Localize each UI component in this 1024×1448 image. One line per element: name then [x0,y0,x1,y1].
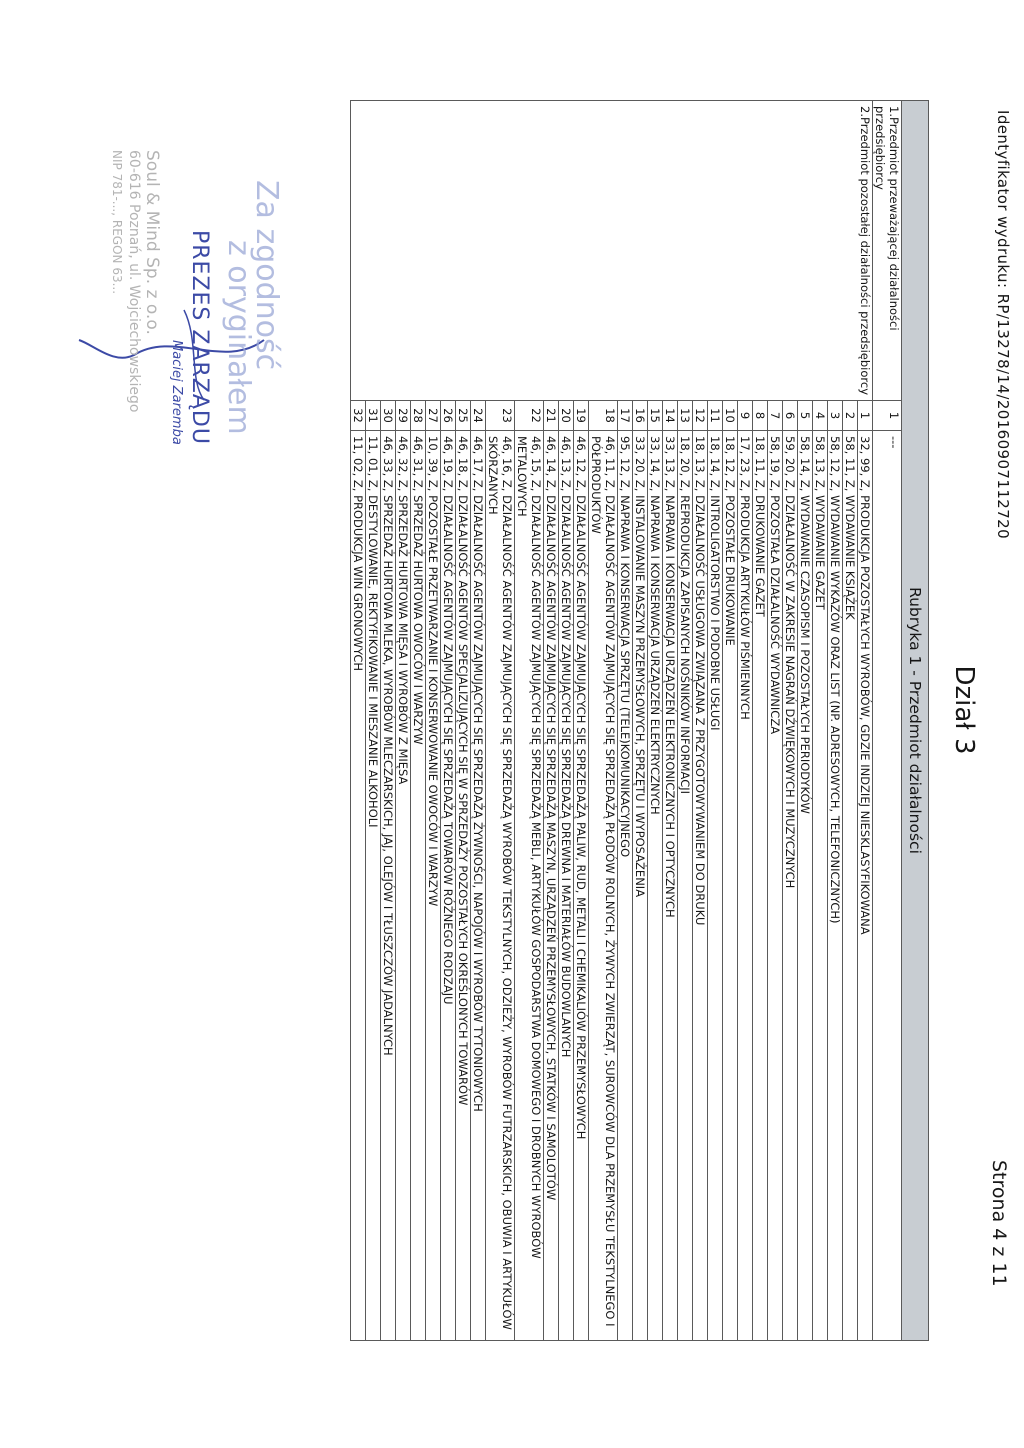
stamp-company: Soul & Mind Sp. z o.o. [142,150,162,335]
activity-number: 10 [723,401,738,431]
activity-number: 13 [678,401,693,431]
activity-code: 46, 17, Z, DZIAŁALNOŚĆ AGENTÓW ZAJMUJĄCYCH SIĘ SPRZEDAŻĄ ŻYWNOŚCI, NAPOJÓW I WYROBÓW TYTONIOWYCH [471,431,486,1341]
table-header: Rubryka 1 - Przedmiot działalności [902,101,929,1341]
main-activity-code: --- [873,431,902,1341]
stamp-name: Maciej Zaremba [169,340,184,445]
activity-code: 11, 02, Z, PRODUKCJA WIN GRONOWYCH [351,431,366,1341]
stamp-address: 60-616 Poznań, ul. Wojciechowskiego [126,150,142,413]
activity-number: 32 [351,401,366,431]
activity-code: 18, 11, Z, DRUKOWANIE GAZET [753,431,768,1341]
activity-code: 18, 20, Z, REPRODUKCJA ZAPISANYCH NOŚNIKÓW INFORMACJI [678,431,693,1341]
activity-number: 7 [768,401,783,431]
activity-number: 6 [783,401,798,431]
activity-number: 4 [813,401,828,431]
activity-code: 58, 13, Z, WYDAWANIE GAZET [813,431,828,1341]
stamp-ids: NIP 781-..., REGON 63... [110,150,124,295]
table-header-row [902,101,929,1341]
table-body [351,101,902,1341]
activity-number: 9 [738,401,753,431]
activity-number: 18 [589,401,618,431]
activity-number: 25 [456,401,471,431]
activity-code: 11, 01, Z, DESTYLOWANIE, REKTYFIKOWANIE I MIESZANIE ALKOHOLI [366,431,381,1341]
activity-number: 21 [544,401,559,431]
activity-number: 27 [426,401,441,431]
activity-number: 29 [396,401,411,431]
activity-code: 10, 39, Z, POZOSTAŁE PRZETWARZANIE I KONSERWOWANIE OWOCÓW I WARZYW [426,431,441,1341]
activity-number: 3 [828,401,843,431]
activity-code: 32, 99, Z, PRODUKCJA POZOSTAŁYCH WYROBÓW, GDZIE INDZIEJ NIESKLASYFIKOWANA [858,431,873,1341]
activity-code: 58, 12, Z, WYDAWANIE WYKAZÓW ORAZ LIST (NP. ADRESOWYCH, TELEFONICZNYCH) [828,431,843,1341]
activity-code: 46, 32, Z, SPRZEDAŻ HURTOWA MIĘSA I WYROBÓW Z MIĘSA [396,431,411,1341]
activity-code: 58, 19, Z, POZOSTAŁA DZIAŁALNOŚĆ WYDAWNICZA [768,431,783,1341]
activity-number: 16 [633,401,648,431]
activity-code: 33, 14, Z, NAPRAWA I KONSERWACJA URZĄDZEŃ ELEKTRYCZNYCH [648,431,663,1341]
activity-number: 23 [486,401,515,431]
activity-code: 33, 20, Z, INSTALOWANIE MASZYN PRZEMYSŁOWYCH, SPRZĘTU I WYPOSAŻENIA [633,431,648,1341]
activity-code: 46, 16, Z, DZIAŁALNOŚĆ AGENTÓW ZAJMUJĄCYCH SIĘ SPRZEDAŻĄ WYROBÓW TEKSTYLNYCH, ODZIEŻY, WYROBÓW FUTRZARSKICH, OBUWIA I ARTYKUŁÓW SKÓRZANYCH [486,431,515,1341]
stamp-text-line1: Za zgodność [249,180,284,371]
activity-number: 24 [471,401,486,431]
activity-number: 31 [366,401,381,431]
certification-stamp [64,140,284,740]
main-activity-label: 1.Przedmiot przeważającej działalności przedsiębiorcy [873,101,902,401]
activity-code: 17, 23, Z, PRODUKCJA ARTYKUŁÓW PIŚMIENNYCH [738,431,753,1341]
activity-code: 33, 13, Z, NAPRAWA I KONSERWACJA URZĄDZEŃ ELEKTRONICZNYCH I OPTYCZNYCH [663,431,678,1341]
activity-number: 17 [618,401,633,431]
activity-number: 1 [858,401,873,431]
activity-code: 46, 19, Z, DZIAŁALNOŚĆ AGENTÓW ZAJMUJĄCYCH SIĘ SPRZEDAŻĄ TOWARÓW RÓŻNEGO RODZAJU [441,431,456,1341]
main-activity-row [873,101,902,1341]
activity-number: 12 [693,401,708,431]
activity-code: 95, 12, Z, NAPRAWA I KONSERWACJA SPRZĘTU (TELE)KOMUNIKACYJNEGO [618,431,633,1341]
activity-number: 28 [411,401,426,431]
activity-number: 2 [843,401,858,431]
activity-code: 59, 20, Z, DZIAŁALNOŚĆ W ZAKRESIE NAGRAŃ DŹWIĘKOWYCH I MUZYCZNYCH [783,431,798,1341]
activity-code: 46, 12, Z, DZIAŁALNOŚĆ AGENTÓW ZAJMUJĄCYCH SIĘ SPRZEDAŻĄ PALIW, RUD, METALI I CHEMIKALIÓW PRZEMYSŁOWYCH [574,431,589,1341]
stamp-text-line2: z oryginałem [221,240,256,435]
page-number: Strona 4 z 11 [988,1160,1010,1287]
table-row [858,101,873,1341]
activity-code: 46, 15, Z, DZIAŁALNOŚĆ AGENTÓW ZAJMUJĄCYCH SIĘ SPRZEDAŻĄ MEBLI, ARTYKUŁÓW GOSPODARSTWA DOMOWEGO I DROBNYCH WYROBÓW METALOWYCH [515,431,544,1341]
print-identifier: Identyfikator wydruku: RP/13278/14/20160907112720 [994,110,1012,540]
activity-code: 58, 14, Z, WYDAWANIE CZASOPISM I POZOSTAŁYCH PERIODYKÓW [798,431,813,1341]
activity-number: 14 [663,401,678,431]
activity-code: 18, 14, Z, INTROLIGATORSTWO I PODOBNE USŁUGI [708,431,723,1341]
other-activity-label: 2.Przedmiot pozostałej działalności przedsiębiorcy [351,101,873,401]
activity-number: 20 [559,401,574,431]
activity-code: 58, 11, Z, WYDAWANIE KSIĄŻEK [843,431,858,1341]
activity-code: 46, 14, Z, DZIAŁALNOŚĆ AGENTÓW ZAJMUJĄCYCH SIĘ SPRZEDAŻĄ MASZYN, URZĄDZEŃ PRZEMYSŁOWYCH, STATKÓW I SAMOLOTÓW [544,431,559,1341]
main-activity-number: 1 [873,401,902,431]
activity-number: 11 [708,401,723,431]
activity-code: 18, 13, Z, DZIAŁALNOŚĆ USŁUGOWA ZWIĄZANA Z PRZYGOTOWYWANIEM DO DRUKU [693,431,708,1341]
activity-code: 46, 31, Z, SPRZEDAŻ HURTOWA OWOCÓW I WARZYW [411,431,426,1341]
activity-code: 46, 33, Z, SPRZEDAŻ HURTOWA MLEKA, WYROBÓW MLECZARSKICH, JAJ, OLEJÓW I TŁUSZCZÓW JADALNYCH [381,431,396,1341]
activity-table [350,100,929,1341]
activity-number: 19 [574,401,589,431]
activity-number: 8 [753,401,768,431]
activity-code: 46, 13, Z, DZIAŁALNOŚĆ AGENTÓW ZAJMUJĄCYCH SIĘ SPRZEDAŻĄ DREWNA I MATERIAŁÓW BUDOWLANYCH [559,431,574,1341]
activity-code: 18, 12, Z, POZOSTAŁE DRUKOWANIE [723,431,738,1341]
activity-number: 30 [381,401,396,431]
section-title: Dział 3 [949,665,979,755]
activity-code: 46, 11, Z, DZIAŁALNOŚĆ AGENTÓW ZAJMUJĄCYCH SIĘ SPRZEDAŻĄ PŁODÓW ROLNYCH, ŻYWYCH ZWIERZĄT, SUROWCÓW DLA PRZEMYSŁU TEKSTYLNEGO I PÓŁPRODUKTÓW [589,431,618,1341]
activity-number: 26 [441,401,456,431]
activity-code: 46, 18, Z, DZIAŁALNOŚĆ AGENTÓW SPECJALIZUJĄCYCH SIĘ W SPRZEDAŻY POZOSTAŁYCH OKREŚLONYCH TOWARÓW [456,431,471,1341]
activity-number: 22 [515,401,544,431]
activity-number: 15 [648,401,663,431]
activity-number: 5 [798,401,813,431]
stamp-role: PREZES ZARZĄDU [187,230,212,445]
